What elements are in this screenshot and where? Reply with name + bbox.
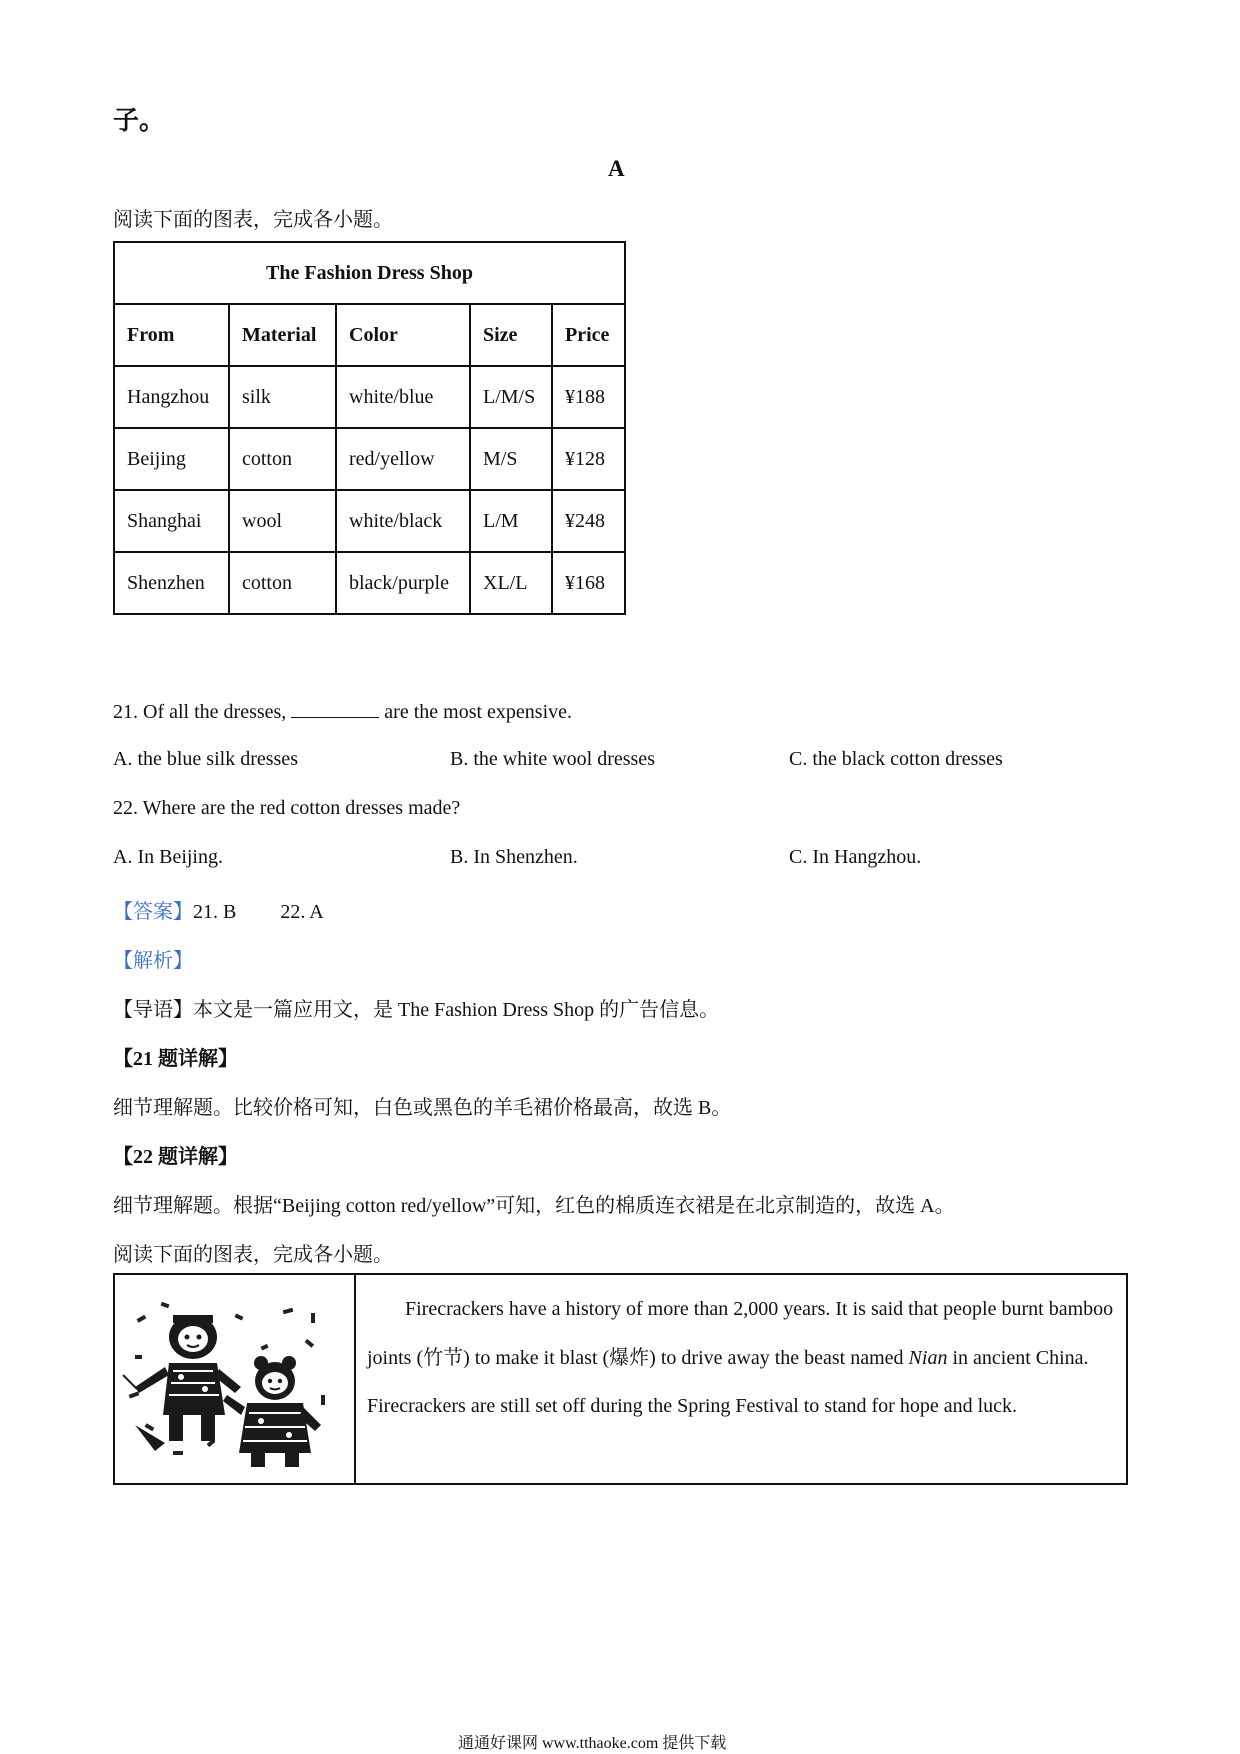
detail-21-text: 细节理解题。比较价格可知，白色或黑色的羊毛裙价格最高，故选 B。: [113, 1097, 732, 1119]
table-row: [114, 490, 625, 552]
table-cell: black/purple: [336, 552, 470, 614]
table-cell: red/yellow: [336, 428, 470, 490]
column-header: Size: [470, 304, 552, 366]
continued-text: 子。: [113, 106, 166, 135]
firecracker-passage: [367, 1285, 1115, 1431]
option-21-b: B. the white wool dresses: [450, 748, 655, 770]
question-22: 22. Where are the red cotton dresses made?: [113, 797, 461, 819]
option-22-c: C. In Hangzhou.: [789, 846, 922, 868]
section-label: A: [608, 156, 625, 181]
answer-21: 21. B: [193, 901, 237, 923]
table-row: [114, 366, 625, 428]
table-title: The Fashion Dress Shop: [114, 242, 625, 304]
page-footer: 通通好课网 www.tthaoke.com 提供下载: [458, 1735, 727, 1752]
table-cell: ¥168: [552, 552, 625, 614]
detail-22-label: 【22 题详解】: [113, 1146, 238, 1168]
option-21-c: C. the black cotton dresses: [789, 748, 1003, 770]
table-cell: XL/L: [470, 552, 552, 614]
answer-blank: [291, 699, 379, 718]
intro-line: [113, 993, 719, 1022]
question-21: [113, 699, 572, 724]
table-cell: silk: [229, 366, 336, 428]
option-22-a: A. In Beijing.: [113, 846, 223, 868]
question-21-suffix: are the most expensive.: [384, 701, 573, 723]
table-cell: white/blue: [336, 366, 470, 428]
table-cell: L/M/S: [470, 366, 552, 428]
table-cell: ¥248: [552, 490, 625, 552]
intro-text: 本文是一篇应用文，是 The Fashion Dress Shop 的广告信息。: [193, 999, 720, 1021]
firecracker-passage-box: [113, 1273, 1128, 1485]
passage-italic-word: Nian: [908, 1346, 948, 1369]
fashion-dress-table: [113, 241, 626, 615]
instruction-text: 阅读下面的图表，完成各小题。: [113, 209, 393, 231]
passage-text-1: Firecrackers have a history of more than 2,000 years. It is said that people burnt bamboo joints (竹节) to make it blast (爆炸) to drive away the beast named: [367, 1298, 1114, 1369]
table-cell: L/M: [470, 490, 552, 552]
table-row: [114, 428, 625, 490]
table-cell: Shanghai: [114, 490, 229, 552]
table-cell: cotton: [229, 552, 336, 614]
passage-text-2: in ancient China. Firecrackers are still set off during the Spring Festival to stand for hope and luck.: [367, 1346, 1089, 1417]
instruction-text-2: 阅读下面的图表，完成各小题。: [113, 1244, 393, 1266]
table-cell: Shenzhen: [114, 552, 229, 614]
table-cell: M/S: [470, 428, 552, 490]
table-row: [114, 552, 625, 614]
table-cell: Hangzhou: [114, 366, 229, 428]
firecracker-illustration: [115, 1275, 356, 1483]
paper-cut-firecracker-icon: [115, 1275, 352, 1483]
table-cell: cotton: [229, 428, 336, 490]
column-header: Material: [229, 304, 336, 366]
answer-line: [113, 895, 324, 924]
table-cell: Beijing: [114, 428, 229, 490]
answer-label: 【答案】: [113, 901, 193, 923]
table-cell: white/black: [336, 490, 470, 552]
table-cell: ¥188: [552, 366, 625, 428]
table-header-row: [114, 304, 625, 366]
option-21-a: A. the blue silk dresses: [113, 748, 298, 770]
question-21-prefix: 21. Of all the dresses,: [113, 701, 287, 723]
analysis-label: 【解析】: [113, 950, 193, 972]
column-header: Price: [552, 304, 625, 366]
column-header: Color: [336, 304, 470, 366]
option-22-b: B. In Shenzhen.: [450, 846, 578, 868]
table-cell: ¥128: [552, 428, 625, 490]
table-cell: wool: [229, 490, 336, 552]
intro-label: 【导语】: [113, 999, 193, 1021]
detail-21-label: 【21 题详解】: [113, 1048, 238, 1070]
answer-22: 22. A: [280, 901, 324, 923]
column-header: From: [114, 304, 229, 366]
detail-22-text: 细节理解题。根据“Beijing cotton red/yellow”可知，红色的棉质连衣裙是在北京制造的，故选 A。: [113, 1195, 955, 1217]
